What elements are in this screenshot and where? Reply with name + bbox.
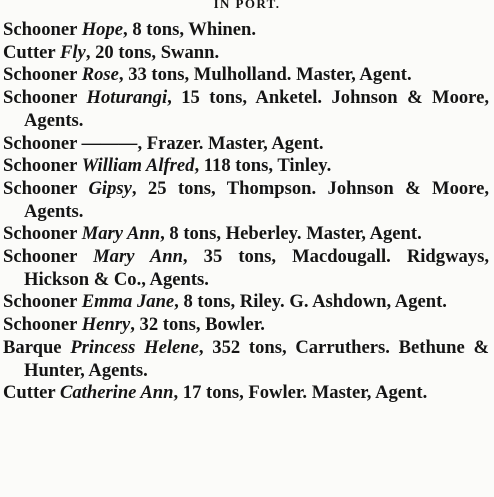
vessel-type: Schooner xyxy=(3,314,78,336)
vessel-type: Schooner xyxy=(3,132,78,154)
vessel-name: Emma Jane xyxy=(81,291,175,313)
vessel-entry xyxy=(3,314,489,337)
vessel-details: , 8 tons, Heberley. Master, Agent. xyxy=(160,223,422,245)
vessel-type: Cutter xyxy=(3,382,56,404)
vessel-type: Cutter xyxy=(3,41,56,63)
vessel-entry xyxy=(3,246,489,291)
vessel-details: , 20 tons, Swann. xyxy=(85,41,220,63)
section-heading: IN PORT. xyxy=(213,0,281,11)
vessel-name: ——— xyxy=(81,132,138,154)
vessel-name: Mary Ann xyxy=(81,223,161,245)
vessel-entry xyxy=(3,64,489,87)
vessel-details: , 118 tons, Tinley. xyxy=(194,155,332,177)
vessel-name: Rose xyxy=(81,64,119,86)
vessel-details: , 35 tons, Macdougall. Ridgways, Hickson & Co., Agents. xyxy=(24,246,489,290)
vessel-type: Schooner xyxy=(3,177,78,199)
vessel-entry xyxy=(3,42,489,65)
vessel-name: Mary Ann xyxy=(93,246,183,268)
vessel-name: Catherine Ann xyxy=(59,382,174,404)
vessel-entry xyxy=(3,337,489,382)
vessel-entry xyxy=(3,382,489,405)
vessel-entry xyxy=(3,19,489,42)
vessel-details: , 32 tons, Bowler. xyxy=(130,314,265,336)
vessel-type: Schooner xyxy=(3,291,78,313)
vessel-type: Barque xyxy=(3,336,62,358)
vessel-details: , 33 tons, Mulholland. Master, Agent. xyxy=(118,64,412,86)
vessel-name: Fly xyxy=(59,41,86,63)
vessel-name: William Alfred xyxy=(81,155,195,177)
vessel-details: , Frazer. Master, Agent. xyxy=(137,132,324,154)
vessel-entry xyxy=(3,178,489,223)
vessel-details: , 17 tons, Fowler. Master, Agent. xyxy=(173,382,428,404)
vessel-type: Schooner xyxy=(3,223,78,245)
vessel-entry xyxy=(3,223,489,246)
vessel-type: Schooner xyxy=(3,87,78,109)
vessel-details: , 25 tons, Thompson. Johnson & Moore, Agents. xyxy=(24,177,489,222)
vessel-name: Gipsy xyxy=(88,177,132,199)
vessel-details: , 8 tons, Whinen. xyxy=(123,19,256,40)
vessel-name: Henry xyxy=(81,314,131,336)
vessel-entry xyxy=(3,133,489,156)
vessel-entry xyxy=(3,155,489,178)
vessel-details: , 15 tons, Anketel. Johnson & Moore, Agents. xyxy=(24,87,490,131)
vessel-name: Hope xyxy=(81,19,124,40)
vessel-list xyxy=(3,19,489,405)
vessel-name: Princess Helene xyxy=(70,336,199,358)
vessel-type: Schooner xyxy=(3,19,78,40)
vessel-type: Schooner xyxy=(3,155,78,177)
vessel-details: , 8 tons, Riley. G. Ashdown, Agent. xyxy=(174,291,447,313)
vessel-name: Hoturangi xyxy=(86,87,168,109)
vessel-type: Schooner xyxy=(3,246,78,268)
vessel-entry xyxy=(3,291,489,314)
vessel-type: Schooner xyxy=(3,64,78,86)
vessel-details: , 352 tons, Carruthers. Bethune & Hunter, Agents. xyxy=(24,336,489,381)
vessel-entry xyxy=(3,87,489,132)
